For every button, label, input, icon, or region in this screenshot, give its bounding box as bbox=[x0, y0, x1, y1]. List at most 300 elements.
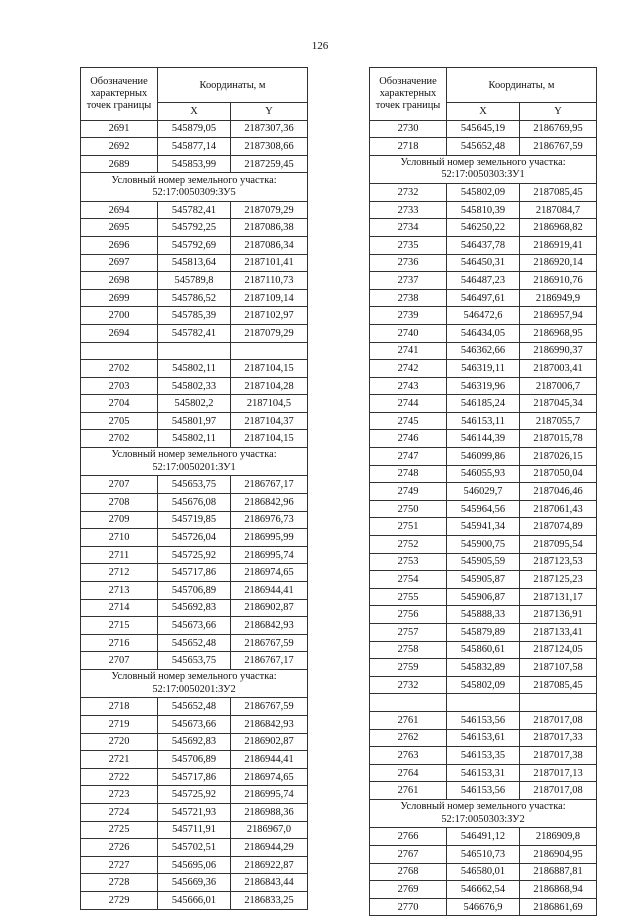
x-coordinate-cell: 545717,86 bbox=[158, 768, 231, 786]
table-row bbox=[81, 201, 308, 219]
point-id-cell: 2745 bbox=[370, 412, 447, 430]
table-row bbox=[370, 360, 597, 378]
y-coordinate-cell: 2187046,46 bbox=[520, 483, 597, 501]
point-id-cell: 2702 bbox=[81, 430, 158, 448]
x-coordinate-cell: 545673,66 bbox=[158, 617, 231, 635]
point-id-cell: 2694 bbox=[81, 201, 158, 219]
table-row bbox=[370, 377, 597, 395]
y-coordinate-cell: 2186974,65 bbox=[231, 768, 308, 786]
y-coordinate-cell: 2187055,7 bbox=[520, 412, 597, 430]
x-coordinate-cell: 545706,89 bbox=[158, 582, 231, 600]
y-coordinate-cell: 2187107,58 bbox=[520, 659, 597, 677]
x-coordinate-cell: 546185,24 bbox=[447, 395, 520, 413]
point-id-cell: 2695 bbox=[81, 219, 158, 237]
point-id-cell: 2713 bbox=[81, 582, 158, 600]
header-y: Y bbox=[231, 103, 308, 121]
table-row bbox=[81, 289, 308, 307]
point-id-cell: 2726 bbox=[81, 839, 158, 857]
blank-cell bbox=[447, 694, 520, 712]
x-coordinate-cell: 545879,05 bbox=[158, 120, 231, 138]
x-coordinate-cell: 545653,75 bbox=[158, 652, 231, 670]
table-row bbox=[81, 529, 308, 547]
point-id-cell: 2753 bbox=[370, 553, 447, 571]
y-coordinate-cell: 2187308,66 bbox=[231, 138, 308, 156]
x-coordinate-cell: 545652,48 bbox=[447, 138, 520, 156]
table-row bbox=[81, 546, 308, 564]
y-coordinate-cell: 2186868,94 bbox=[520, 881, 597, 899]
point-id-cell: 2732 bbox=[370, 676, 447, 694]
y-coordinate-cell: 2187110,73 bbox=[231, 272, 308, 290]
point-id-cell: 2746 bbox=[370, 430, 447, 448]
section-row bbox=[370, 799, 597, 827]
point-id-cell: 2714 bbox=[81, 599, 158, 617]
y-coordinate-cell: 2186767,17 bbox=[231, 652, 308, 670]
y-coordinate-cell: 2187003,41 bbox=[520, 360, 597, 378]
point-id-cell: 2751 bbox=[370, 518, 447, 536]
table-row bbox=[81, 715, 308, 733]
header-designation: Обозначение характерных точек границы bbox=[370, 68, 447, 121]
header-y: Y bbox=[520, 103, 597, 121]
point-id-cell: 2708 bbox=[81, 494, 158, 512]
y-coordinate-cell: 2186842,93 bbox=[231, 715, 308, 733]
y-coordinate-cell: 2187102,97 bbox=[231, 307, 308, 325]
table-row bbox=[370, 641, 597, 659]
parcel-number-label: Условный номер земельного участка: 52:17:0050309:ЗУ5 bbox=[81, 173, 308, 201]
y-coordinate-cell: 2186887,81 bbox=[520, 863, 597, 881]
header-x: X bbox=[158, 103, 231, 121]
point-id-cell: 2759 bbox=[370, 659, 447, 677]
parcel-number-label: Условный номер земельного участка: 52:17:0050201:ЗУ1 bbox=[81, 448, 308, 476]
point-id-cell: 2735 bbox=[370, 236, 447, 254]
table-row bbox=[370, 138, 597, 156]
y-coordinate-cell: 2187017,33 bbox=[520, 729, 597, 747]
table-row bbox=[370, 624, 597, 642]
table-row bbox=[370, 747, 597, 765]
point-id-cell: 2739 bbox=[370, 307, 447, 325]
y-coordinate-cell: 2186843,44 bbox=[231, 874, 308, 892]
table-row bbox=[370, 307, 597, 325]
point-id-cell: 2763 bbox=[370, 747, 447, 765]
point-id-cell: 2752 bbox=[370, 536, 447, 554]
x-coordinate-cell: 545666,01 bbox=[158, 891, 231, 909]
x-coordinate-cell: 545782,41 bbox=[158, 324, 231, 342]
point-id-cell: 2728 bbox=[81, 874, 158, 892]
y-coordinate-cell: 2186769,95 bbox=[520, 120, 597, 138]
point-id-cell: 2719 bbox=[81, 715, 158, 733]
x-coordinate-cell: 546662,54 bbox=[447, 881, 520, 899]
y-coordinate-cell: 2186957,94 bbox=[520, 307, 597, 325]
x-coordinate-cell: 546580,01 bbox=[447, 863, 520, 881]
x-coordinate-cell: 546472,6 bbox=[447, 307, 520, 325]
x-coordinate-cell: 545853,99 bbox=[158, 155, 231, 173]
blank-row bbox=[81, 342, 308, 360]
table-row bbox=[370, 676, 597, 694]
table-row bbox=[370, 324, 597, 342]
point-id-cell: 2722 bbox=[81, 768, 158, 786]
point-id-cell: 2710 bbox=[81, 529, 158, 547]
y-coordinate-cell: 2186902,87 bbox=[231, 733, 308, 751]
table-row bbox=[370, 659, 597, 677]
table-row bbox=[370, 571, 597, 589]
parcel-number-label: Условный номер земельного участка: 52:17:0050303:ЗУ2 bbox=[370, 799, 597, 827]
y-coordinate-cell: 2187085,45 bbox=[520, 676, 597, 694]
y-coordinate-cell: 2186909,8 bbox=[520, 828, 597, 846]
blank-cell bbox=[81, 342, 158, 360]
x-coordinate-cell: 545692,83 bbox=[158, 599, 231, 617]
y-coordinate-cell: 2186944,41 bbox=[231, 582, 308, 600]
y-coordinate-cell: 2187095,54 bbox=[520, 536, 597, 554]
coordinates-table-right bbox=[369, 67, 597, 916]
x-coordinate-cell: 545801,97 bbox=[158, 412, 231, 430]
x-coordinate-cell: 546362,66 bbox=[447, 342, 520, 360]
y-coordinate-cell: 2186944,41 bbox=[231, 751, 308, 769]
table-row bbox=[370, 606, 597, 624]
y-coordinate-cell: 2186967,0 bbox=[231, 821, 308, 839]
y-coordinate-cell: 2186944,29 bbox=[231, 839, 308, 857]
table-row bbox=[370, 465, 597, 483]
point-id-cell: 2748 bbox=[370, 465, 447, 483]
y-coordinate-cell: 2186767,59 bbox=[520, 138, 597, 156]
x-coordinate-cell: 545785,39 bbox=[158, 307, 231, 325]
table-row bbox=[370, 500, 597, 518]
x-coordinate-cell: 545802,2 bbox=[158, 395, 231, 413]
point-id-cell: 2705 bbox=[81, 412, 158, 430]
x-coordinate-cell: 546491,12 bbox=[447, 828, 520, 846]
table-row bbox=[81, 307, 308, 325]
point-id-cell: 2730 bbox=[370, 120, 447, 138]
table-row bbox=[81, 377, 308, 395]
table-row bbox=[370, 483, 597, 501]
point-id-cell: 2716 bbox=[81, 634, 158, 652]
table-row bbox=[370, 729, 597, 747]
x-coordinate-cell: 545813,64 bbox=[158, 254, 231, 272]
y-coordinate-cell: 2187084,7 bbox=[520, 201, 597, 219]
y-coordinate-cell: 2186904,95 bbox=[520, 845, 597, 863]
point-id-cell: 2750 bbox=[370, 500, 447, 518]
y-coordinate-cell: 2187136,91 bbox=[520, 606, 597, 624]
y-coordinate-cell: 2187101,41 bbox=[231, 254, 308, 272]
coordinates-table-left bbox=[80, 67, 308, 910]
point-id-cell: 2703 bbox=[81, 377, 158, 395]
table-row bbox=[370, 120, 597, 138]
table-row bbox=[370, 448, 597, 466]
point-id-cell: 2718 bbox=[81, 698, 158, 716]
y-coordinate-cell: 2186833,25 bbox=[231, 891, 308, 909]
x-coordinate-cell: 546153,35 bbox=[447, 747, 520, 765]
table-row bbox=[81, 839, 308, 857]
table-row bbox=[81, 412, 308, 430]
table-row bbox=[370, 881, 597, 899]
point-id-cell: 2718 bbox=[370, 138, 447, 156]
y-coordinate-cell: 2187104,28 bbox=[231, 377, 308, 395]
x-coordinate-cell: 545877,14 bbox=[158, 138, 231, 156]
table-row bbox=[81, 803, 308, 821]
point-id-cell: 2702 bbox=[81, 360, 158, 378]
x-coordinate-cell: 546153,31 bbox=[447, 764, 520, 782]
y-coordinate-cell: 2187061,43 bbox=[520, 500, 597, 518]
x-coordinate-cell: 545669,36 bbox=[158, 874, 231, 892]
x-coordinate-cell: 545695,06 bbox=[158, 856, 231, 874]
table-row bbox=[370, 828, 597, 846]
y-coordinate-cell: 2186988,36 bbox=[231, 803, 308, 821]
y-coordinate-cell: 2187259,45 bbox=[231, 155, 308, 173]
x-coordinate-cell: 545782,41 bbox=[158, 201, 231, 219]
table-row bbox=[370, 342, 597, 360]
table-body-right bbox=[370, 120, 597, 916]
x-coordinate-cell: 545802,33 bbox=[158, 377, 231, 395]
x-coordinate-cell: 545653,75 bbox=[158, 476, 231, 494]
table-row bbox=[81, 891, 308, 909]
point-id-cell: 2699 bbox=[81, 289, 158, 307]
x-coordinate-cell: 545789,8 bbox=[158, 272, 231, 290]
point-id-cell: 2704 bbox=[81, 395, 158, 413]
point-id-cell: 2758 bbox=[370, 641, 447, 659]
point-id-cell: 2715 bbox=[81, 617, 158, 635]
x-coordinate-cell: 545860,61 bbox=[447, 641, 520, 659]
header-coordinates: Координаты, м bbox=[447, 68, 597, 103]
point-id-cell: 2737 bbox=[370, 272, 447, 290]
table-body-left bbox=[81, 120, 308, 909]
table-row bbox=[81, 634, 308, 652]
x-coordinate-cell: 546319,96 bbox=[447, 377, 520, 395]
table-row bbox=[370, 395, 597, 413]
table-row bbox=[81, 617, 308, 635]
x-coordinate-cell: 546510,73 bbox=[447, 845, 520, 863]
parcel-number-label: Условный номер земельного участка: 52:17:0050303:ЗУ1 bbox=[370, 155, 597, 183]
y-coordinate-cell: 2187104,15 bbox=[231, 430, 308, 448]
point-id-cell: 2709 bbox=[81, 511, 158, 529]
point-id-cell: 2700 bbox=[81, 307, 158, 325]
y-coordinate-cell: 2186949,9 bbox=[520, 289, 597, 307]
table-row bbox=[370, 518, 597, 536]
y-coordinate-cell: 2187045,34 bbox=[520, 395, 597, 413]
point-id-cell: 2738 bbox=[370, 289, 447, 307]
x-coordinate-cell: 546099,86 bbox=[447, 448, 520, 466]
table-row bbox=[370, 236, 597, 254]
x-coordinate-cell: 545802,11 bbox=[158, 360, 231, 378]
table-row bbox=[370, 764, 597, 782]
y-coordinate-cell: 2187104,15 bbox=[231, 360, 308, 378]
x-coordinate-cell: 546450,31 bbox=[447, 254, 520, 272]
x-coordinate-cell: 545941,34 bbox=[447, 518, 520, 536]
y-coordinate-cell: 2186767,17 bbox=[231, 476, 308, 494]
y-coordinate-cell: 2187123,53 bbox=[520, 553, 597, 571]
table-row bbox=[370, 711, 597, 729]
y-coordinate-cell: 2186902,87 bbox=[231, 599, 308, 617]
point-id-cell: 2770 bbox=[370, 898, 447, 916]
point-id-cell: 2720 bbox=[81, 733, 158, 751]
x-coordinate-cell: 546055,93 bbox=[447, 465, 520, 483]
table-row bbox=[81, 786, 308, 804]
header-designation: Обозначение характерных точек границы bbox=[81, 68, 158, 121]
y-coordinate-cell: 2187109,14 bbox=[231, 289, 308, 307]
table-row bbox=[81, 272, 308, 290]
table-row bbox=[370, 412, 597, 430]
table-row bbox=[370, 782, 597, 800]
point-id-cell: 2733 bbox=[370, 201, 447, 219]
x-coordinate-cell: 546676,9 bbox=[447, 898, 520, 916]
y-coordinate-cell: 2187017,13 bbox=[520, 764, 597, 782]
x-coordinate-cell: 545888,33 bbox=[447, 606, 520, 624]
point-id-cell: 2707 bbox=[81, 652, 158, 670]
point-id-cell: 2766 bbox=[370, 828, 447, 846]
point-id-cell: 2723 bbox=[81, 786, 158, 804]
point-id-cell: 2742 bbox=[370, 360, 447, 378]
x-coordinate-cell: 545652,48 bbox=[158, 698, 231, 716]
table-row bbox=[81, 155, 308, 173]
point-id-cell: 2698 bbox=[81, 272, 158, 290]
point-id-cell: 2762 bbox=[370, 729, 447, 747]
y-coordinate-cell: 2187133,41 bbox=[520, 624, 597, 642]
x-coordinate-cell: 546487,23 bbox=[447, 272, 520, 290]
table-row bbox=[370, 588, 597, 606]
y-coordinate-cell: 2187074,89 bbox=[520, 518, 597, 536]
point-id-cell: 2767 bbox=[370, 845, 447, 863]
table-row bbox=[370, 845, 597, 863]
point-id-cell: 2744 bbox=[370, 395, 447, 413]
x-coordinate-cell: 545706,89 bbox=[158, 751, 231, 769]
y-coordinate-cell: 2186990,37 bbox=[520, 342, 597, 360]
table-row bbox=[81, 821, 308, 839]
blank-row bbox=[370, 694, 597, 712]
x-coordinate-cell: 545792,25 bbox=[158, 219, 231, 237]
table-row bbox=[81, 395, 308, 413]
y-coordinate-cell: 2186976,73 bbox=[231, 511, 308, 529]
x-coordinate-cell: 545802,11 bbox=[158, 430, 231, 448]
x-coordinate-cell: 545802,09 bbox=[447, 676, 520, 694]
x-coordinate-cell: 546497,61 bbox=[447, 289, 520, 307]
table-row bbox=[81, 652, 308, 670]
y-coordinate-cell: 2187017,08 bbox=[520, 782, 597, 800]
y-coordinate-cell: 2186922,87 bbox=[231, 856, 308, 874]
point-id-cell: 2725 bbox=[81, 821, 158, 839]
table-row bbox=[81, 751, 308, 769]
x-coordinate-cell: 545905,59 bbox=[447, 553, 520, 571]
table-row bbox=[81, 476, 308, 494]
point-id-cell: 2697 bbox=[81, 254, 158, 272]
page-number: 126 bbox=[311, 40, 329, 52]
blank-cell bbox=[158, 342, 231, 360]
x-coordinate-cell: 545719,85 bbox=[158, 511, 231, 529]
point-id-cell: 2692 bbox=[81, 138, 158, 156]
table-row bbox=[81, 120, 308, 138]
x-coordinate-cell: 546434,05 bbox=[447, 324, 520, 342]
table-row bbox=[370, 184, 597, 202]
x-coordinate-cell: 545792,69 bbox=[158, 236, 231, 254]
point-id-cell: 2694 bbox=[81, 324, 158, 342]
point-id-cell: 2707 bbox=[81, 476, 158, 494]
y-coordinate-cell: 2186842,93 bbox=[231, 617, 308, 635]
table-row bbox=[370, 536, 597, 554]
blank-cell bbox=[520, 694, 597, 712]
x-coordinate-cell: 545726,04 bbox=[158, 529, 231, 547]
table-row bbox=[370, 254, 597, 272]
point-id-cell: 2721 bbox=[81, 751, 158, 769]
section-row bbox=[81, 670, 308, 698]
x-coordinate-cell: 546153,11 bbox=[447, 412, 520, 430]
y-coordinate-cell: 2186995,74 bbox=[231, 546, 308, 564]
table-row bbox=[370, 272, 597, 290]
y-coordinate-cell: 2187086,38 bbox=[231, 219, 308, 237]
table-row bbox=[81, 494, 308, 512]
point-id-cell: 2736 bbox=[370, 254, 447, 272]
section-row bbox=[81, 448, 308, 476]
x-coordinate-cell: 545964,56 bbox=[447, 500, 520, 518]
table-row bbox=[81, 698, 308, 716]
y-coordinate-cell: 2186842,96 bbox=[231, 494, 308, 512]
point-id-cell: 2749 bbox=[370, 483, 447, 501]
table-row bbox=[81, 511, 308, 529]
table-row bbox=[370, 863, 597, 881]
point-id-cell: 2689 bbox=[81, 155, 158, 173]
point-id-cell: 2747 bbox=[370, 448, 447, 466]
x-coordinate-cell: 545725,92 bbox=[158, 546, 231, 564]
table-row bbox=[370, 289, 597, 307]
y-coordinate-cell: 2186995,74 bbox=[231, 786, 308, 804]
header-x: X bbox=[447, 103, 520, 121]
y-coordinate-cell: 2186968,82 bbox=[520, 219, 597, 237]
table-row bbox=[81, 874, 308, 892]
table-row bbox=[370, 201, 597, 219]
x-coordinate-cell: 545652,48 bbox=[158, 634, 231, 652]
y-coordinate-cell: 2186767,59 bbox=[231, 634, 308, 652]
y-coordinate-cell: 2187017,38 bbox=[520, 747, 597, 765]
x-coordinate-cell: 545905,87 bbox=[447, 571, 520, 589]
x-coordinate-cell: 545832,89 bbox=[447, 659, 520, 677]
y-coordinate-cell: 2187006,7 bbox=[520, 377, 597, 395]
point-id-cell: 2691 bbox=[81, 120, 158, 138]
section-row bbox=[370, 155, 597, 183]
table-row bbox=[81, 564, 308, 582]
x-coordinate-cell: 546250,22 bbox=[447, 219, 520, 237]
x-coordinate-cell: 545676,08 bbox=[158, 494, 231, 512]
x-coordinate-cell: 545802,09 bbox=[447, 184, 520, 202]
y-coordinate-cell: 2186968,95 bbox=[520, 324, 597, 342]
x-coordinate-cell: 545645,19 bbox=[447, 120, 520, 138]
point-id-cell: 2696 bbox=[81, 236, 158, 254]
y-coordinate-cell: 2186919,41 bbox=[520, 236, 597, 254]
parcel-number-label: Условный номер земельного участка: 52:17:0050201:ЗУ2 bbox=[81, 670, 308, 698]
point-id-cell: 2754 bbox=[370, 571, 447, 589]
y-coordinate-cell: 2186861,69 bbox=[520, 898, 597, 916]
table-row bbox=[370, 898, 597, 916]
table-row bbox=[81, 582, 308, 600]
x-coordinate-cell: 546144,39 bbox=[447, 430, 520, 448]
table-row bbox=[81, 219, 308, 237]
y-coordinate-cell: 2186767,59 bbox=[231, 698, 308, 716]
y-coordinate-cell: 2187079,29 bbox=[231, 201, 308, 219]
table-row bbox=[81, 360, 308, 378]
point-id-cell: 2729 bbox=[81, 891, 158, 909]
y-coordinate-cell: 2186995,99 bbox=[231, 529, 308, 547]
x-coordinate-cell: 545810,39 bbox=[447, 201, 520, 219]
blank-cell bbox=[231, 342, 308, 360]
point-id-cell: 2769 bbox=[370, 881, 447, 899]
y-coordinate-cell: 2187079,29 bbox=[231, 324, 308, 342]
point-id-cell: 2734 bbox=[370, 219, 447, 237]
y-coordinate-cell: 2186974,65 bbox=[231, 564, 308, 582]
table-row bbox=[81, 856, 308, 874]
x-coordinate-cell: 546153,56 bbox=[447, 711, 520, 729]
table-row bbox=[370, 430, 597, 448]
point-id-cell: 2757 bbox=[370, 624, 447, 642]
table-row bbox=[81, 324, 308, 342]
x-coordinate-cell: 545702,51 bbox=[158, 839, 231, 857]
y-coordinate-cell: 2187017,08 bbox=[520, 711, 597, 729]
y-coordinate-cell: 2187086,34 bbox=[231, 236, 308, 254]
x-coordinate-cell: 545786,52 bbox=[158, 289, 231, 307]
x-coordinate-cell: 545721,93 bbox=[158, 803, 231, 821]
